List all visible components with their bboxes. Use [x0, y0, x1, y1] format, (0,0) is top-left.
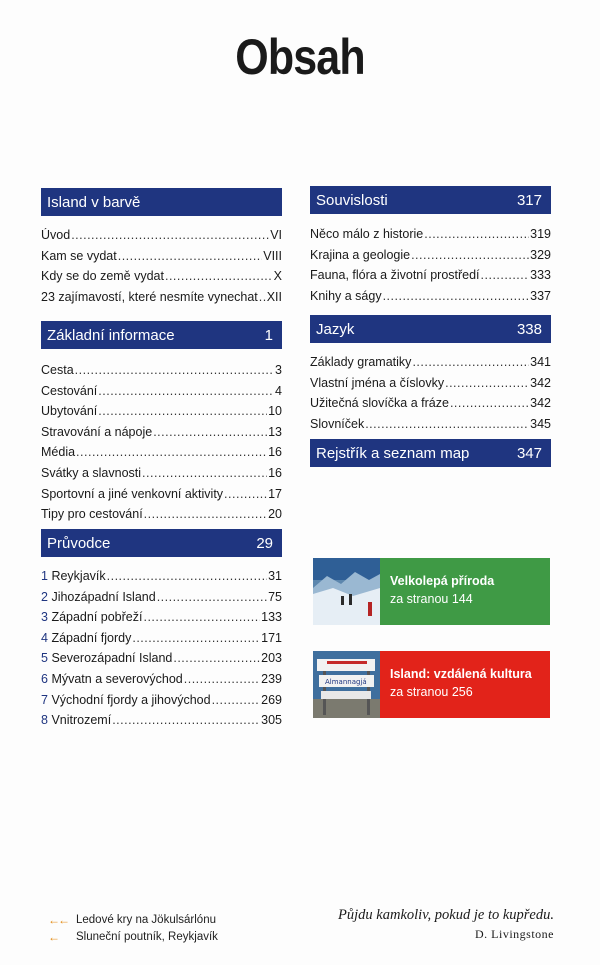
- toc-list: [41, 363, 282, 528]
- toc-entry[interactable]: Sportovní a jiné venkovní aktivity ..... 17: [41, 487, 282, 508]
- toc-entry[interactable]: Cestování ..... 4: [41, 384, 282, 405]
- promo-title: Velkolepá příroda: [390, 574, 495, 588]
- toc-section-island-v-barve: [41, 188, 282, 310]
- toc-entry[interactable]: 7 Východní fjordy a jihovýchod ..... 269: [41, 693, 282, 714]
- section-page: 1: [264, 326, 273, 344]
- cover-captions: [48, 912, 218, 946]
- chapter-number: 1: [41, 569, 48, 583]
- quote-author: D. Livingstone: [475, 927, 554, 941]
- caption-text: Sluneční poutník, Reykjavík: [76, 931, 218, 943]
- toc-entry[interactable]: Stravování a nápoje ..... 13: [41, 425, 282, 446]
- promo-vzdalena-kultura[interactable]: [313, 651, 550, 718]
- toc-list: [310, 227, 551, 309]
- toc-entry[interactable]: 1 Reykjavík ..... 31: [41, 569, 282, 590]
- section-page: 338: [516, 320, 542, 338]
- chapter-number: 4: [41, 630, 48, 645]
- section-header[interactable]: [310, 439, 551, 467]
- section-header[interactable]: [41, 529, 282, 557]
- caption-row: [48, 912, 218, 929]
- epigraph: [338, 907, 554, 942]
- section-title: Souvislosti: [316, 191, 388, 209]
- toc-list: [41, 228, 282, 310]
- page-title: Obsah: [235, 29, 365, 85]
- section-header[interactable]: [41, 188, 282, 216]
- signpost-image: [313, 651, 380, 718]
- toc-entry[interactable]: Fauna, flóra a životní prostředí ..... 333: [310, 268, 551, 289]
- section-title: Jazyk: [316, 320, 355, 338]
- toc-entry[interactable]: Krajina a geologie ..... 329: [310, 248, 551, 269]
- caption-row: [48, 929, 218, 946]
- toc-entry[interactable]: Svátky a slavnosti ..... 16: [41, 466, 282, 487]
- promo-title: Island: vzdálená kultura: [390, 667, 532, 681]
- section-title: Rejstřík a seznam map: [316, 444, 470, 462]
- promo-velkolepa-priroda[interactable]: [313, 558, 550, 625]
- toc-entry[interactable]: Cesta ..... 3: [41, 363, 282, 384]
- toc-entry[interactable]: Úvod ..... VI: [41, 228, 282, 249]
- caption-text: Ledové kry na Jökulsárlónu: [76, 914, 216, 926]
- arrow-left-icon: ←: [48, 930, 58, 944]
- toc-entry[interactable]: Kdy se do země vydat ..... X: [41, 269, 282, 290]
- toc-entry[interactable]: 23 zajímavostí, které nesmíte vynechat ..... XII: [41, 290, 282, 311]
- toc-section-jazyk: [310, 315, 551, 437]
- section-title: Island v barvě: [47, 193, 141, 211]
- toc-section-souvislosti: [310, 186, 551, 309]
- toc-entry[interactable]: Ubytování ..... 10: [41, 404, 282, 425]
- toc-list: [41, 569, 282, 734]
- toc-entry[interactable]: 4 Západní fjordy ..... 171: [41, 631, 282, 652]
- toc-entry[interactable]: 6 Mývatn a severovýchod ..... 239: [41, 672, 282, 693]
- chapter-number: 2: [41, 589, 48, 604]
- double-arrow-left-icon: ←←: [48, 913, 68, 927]
- section-page: 317: [516, 191, 542, 209]
- toc-entry[interactable]: 5 Severozápadní Island ..... 203: [41, 651, 282, 672]
- toc-entry[interactable]: Slovníček ..... 345: [310, 417, 551, 438]
- section-header[interactable]: [41, 321, 282, 349]
- chapter-number: 3: [41, 610, 48, 625]
- toc-entry[interactable]: 8 Vnitrozemí ..... 305: [41, 713, 282, 734]
- toc-entry[interactable]: Základy gramatiky ..... 341: [310, 355, 551, 376]
- glacier-hikers-image: [313, 558, 380, 625]
- sign-text: Almannagjá: [325, 678, 367, 686]
- toc-entry[interactable]: Vlastní jména a číslovky ..... 342: [310, 376, 551, 397]
- toc-section-pruvodce: [41, 529, 282, 734]
- section-header[interactable]: [310, 315, 551, 343]
- section-title: Základní informace: [47, 326, 175, 344]
- chapter-number: 7: [41, 692, 48, 707]
- quote-text: Půjdu kamkoliv, pokud je to kupředu.: [338, 907, 554, 923]
- toc-entry[interactable]: Kam se vydat ..... VIII: [41, 249, 282, 270]
- toc-entry[interactable]: Užitečná slovíčka a fráze ..... 342: [310, 396, 551, 417]
- section-page: 347: [516, 444, 542, 462]
- chapter-number: 5: [41, 651, 48, 666]
- section-page: 29: [256, 534, 273, 552]
- toc-entry[interactable]: 2 Jihozápadní Island ..... 75: [41, 590, 282, 611]
- section-header[interactable]: [310, 186, 551, 214]
- toc-entry[interactable]: Média ..... 16: [41, 445, 282, 466]
- chapter-number: 8: [41, 713, 48, 728]
- toc-entry[interactable]: Knihy a ságy ..... 337: [310, 289, 551, 310]
- section-title: Průvodce: [47, 534, 111, 552]
- promo-subtitle: za stranou 144: [390, 592, 473, 606]
- toc-section-rejstrik: [310, 439, 551, 467]
- toc-entry[interactable]: Něco málo z historie ..... 319: [310, 227, 551, 248]
- promo-subtitle: za stranou 256: [390, 685, 473, 699]
- toc-entry[interactable]: Tipy pro cestování ..... 20: [41, 507, 282, 528]
- toc-list: [310, 355, 551, 437]
- toc-section-zakladni-informace: [41, 321, 282, 528]
- chapter-number: 6: [41, 671, 48, 686]
- toc-entry[interactable]: 3 Západní pobřeží ..... 133: [41, 610, 282, 631]
